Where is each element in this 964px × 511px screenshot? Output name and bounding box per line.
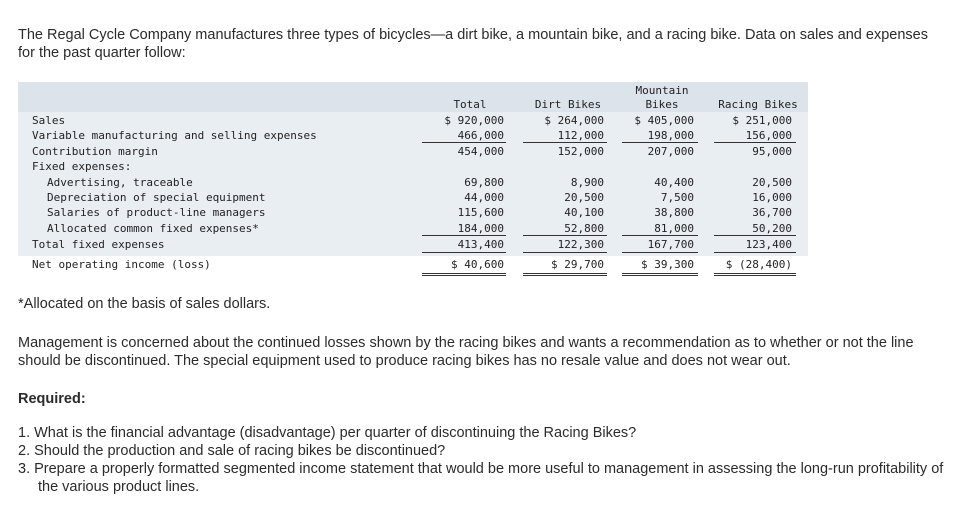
double-underline bbox=[714, 273, 796, 276]
required-heading: Required: bbox=[18, 391, 86, 407]
cell: 112,000 bbox=[557, 129, 604, 142]
cell: $ 405,000 bbox=[634, 114, 694, 127]
underline bbox=[422, 235, 506, 236]
footnote: *Allocated on the basis of sales dollars. bbox=[18, 296, 271, 312]
cell: 454,000 bbox=[457, 145, 504, 158]
cell: $ 920,000 bbox=[444, 114, 504, 127]
cell: 413,400 bbox=[457, 238, 504, 251]
cell: 8,900 bbox=[570, 176, 604, 189]
double-underline bbox=[523, 273, 607, 276]
cell: 36,700 bbox=[752, 206, 792, 219]
cell: 7,500 bbox=[660, 191, 694, 204]
underline bbox=[622, 142, 698, 143]
underline bbox=[714, 235, 796, 236]
underline bbox=[422, 252, 506, 253]
double-underline bbox=[422, 273, 506, 276]
cell: 20,500 bbox=[564, 191, 604, 204]
required-list bbox=[18, 424, 948, 496]
cell: 44,000 bbox=[464, 191, 504, 204]
cell: 52,800 bbox=[564, 222, 604, 235]
underline bbox=[714, 252, 796, 253]
header-total: Total bbox=[453, 98, 487, 111]
cell: 40,100 bbox=[564, 206, 604, 219]
cell: 50,200 bbox=[752, 222, 792, 235]
cell: $ 40,600 bbox=[451, 258, 504, 271]
cell: 81,000 bbox=[654, 222, 694, 235]
underline bbox=[523, 252, 607, 253]
cell: 38,800 bbox=[654, 206, 694, 219]
row-label: Contribution margin bbox=[32, 145, 158, 158]
underline bbox=[714, 142, 796, 143]
cell: 122,300 bbox=[557, 238, 604, 251]
row-label: Allocated common fixed expenses* bbox=[47, 222, 259, 235]
header-mountain-line2: Bikes bbox=[645, 98, 679, 111]
header-dirt-bikes: Dirt Bikes bbox=[534, 98, 602, 111]
list-item: 1. What is the financial advantage (disadvantage) per quarter of discontinuing the Racing Bikes? bbox=[18, 425, 637, 441]
header-racing-bikes: Racing Bikes bbox=[718, 98, 798, 111]
cell: 466,000 bbox=[457, 129, 504, 142]
cell: 20,500 bbox=[752, 176, 792, 189]
cell: 16,000 bbox=[752, 191, 792, 204]
underline bbox=[622, 252, 698, 253]
cell: $ 29,700 bbox=[551, 258, 604, 271]
cell: 152,000 bbox=[557, 145, 604, 158]
underline bbox=[523, 142, 607, 143]
row-label: Advertising, traceable bbox=[47, 176, 193, 189]
cell: $ 39,300 bbox=[641, 258, 694, 271]
cell: 115,600 bbox=[457, 206, 504, 219]
cell: 198,000 bbox=[647, 129, 694, 142]
double-underline bbox=[622, 273, 698, 276]
cell: 123,400 bbox=[745, 238, 792, 251]
cell: 184,000 bbox=[457, 222, 504, 235]
management-paragraph: Management is concerned about the continued losses shown by the racing bikes and wants a recommendation as to whether or not the line should be discontinued. The special equipment used to produce racing bikes has no resale value and does not wear out. bbox=[18, 335, 914, 369]
underline bbox=[622, 235, 698, 236]
income-statement-table bbox=[18, 82, 808, 276]
row-label: Sales bbox=[32, 114, 66, 127]
cell: 156,000 bbox=[745, 129, 792, 142]
row-label: Variable manufacturing and selling expenses bbox=[32, 129, 317, 142]
cell: 207,000 bbox=[647, 145, 694, 158]
list-item: 3. Prepare a properly formatted segmented income statement that would be more useful to management in assessing the long-run profitability of the various product lines. bbox=[18, 461, 944, 495]
cell: 95,000 bbox=[752, 145, 792, 158]
header-mountain-line1: Mountain bbox=[635, 84, 689, 97]
underline bbox=[422, 142, 506, 143]
cell: $ 264,000 bbox=[544, 114, 604, 127]
cell: 69,800 bbox=[464, 176, 504, 189]
list-item: 2. Should the production and sale of racing bikes be discontinued? bbox=[18, 443, 446, 459]
row-label: Salaries of product-line managers bbox=[47, 206, 266, 219]
cell: 167,700 bbox=[647, 238, 694, 251]
intro-paragraph: The Regal Cycle Company manufactures three types of bicycles—a dirt bike, a mountain bike, and a racing bike. Data on sales and expenses for the past quarter follow: bbox=[18, 27, 928, 61]
cell: $ 251,000 bbox=[732, 114, 792, 127]
cell: 40,400 bbox=[654, 176, 694, 189]
row-label: Total fixed expenses bbox=[32, 238, 165, 251]
row-label: Net operating income (loss) bbox=[32, 258, 211, 271]
underline bbox=[523, 235, 607, 236]
row-label: Depreciation of special equipment bbox=[47, 191, 266, 204]
cell: $ (28,400) bbox=[725, 258, 792, 271]
row-label: Fixed expenses: bbox=[32, 160, 132, 173]
